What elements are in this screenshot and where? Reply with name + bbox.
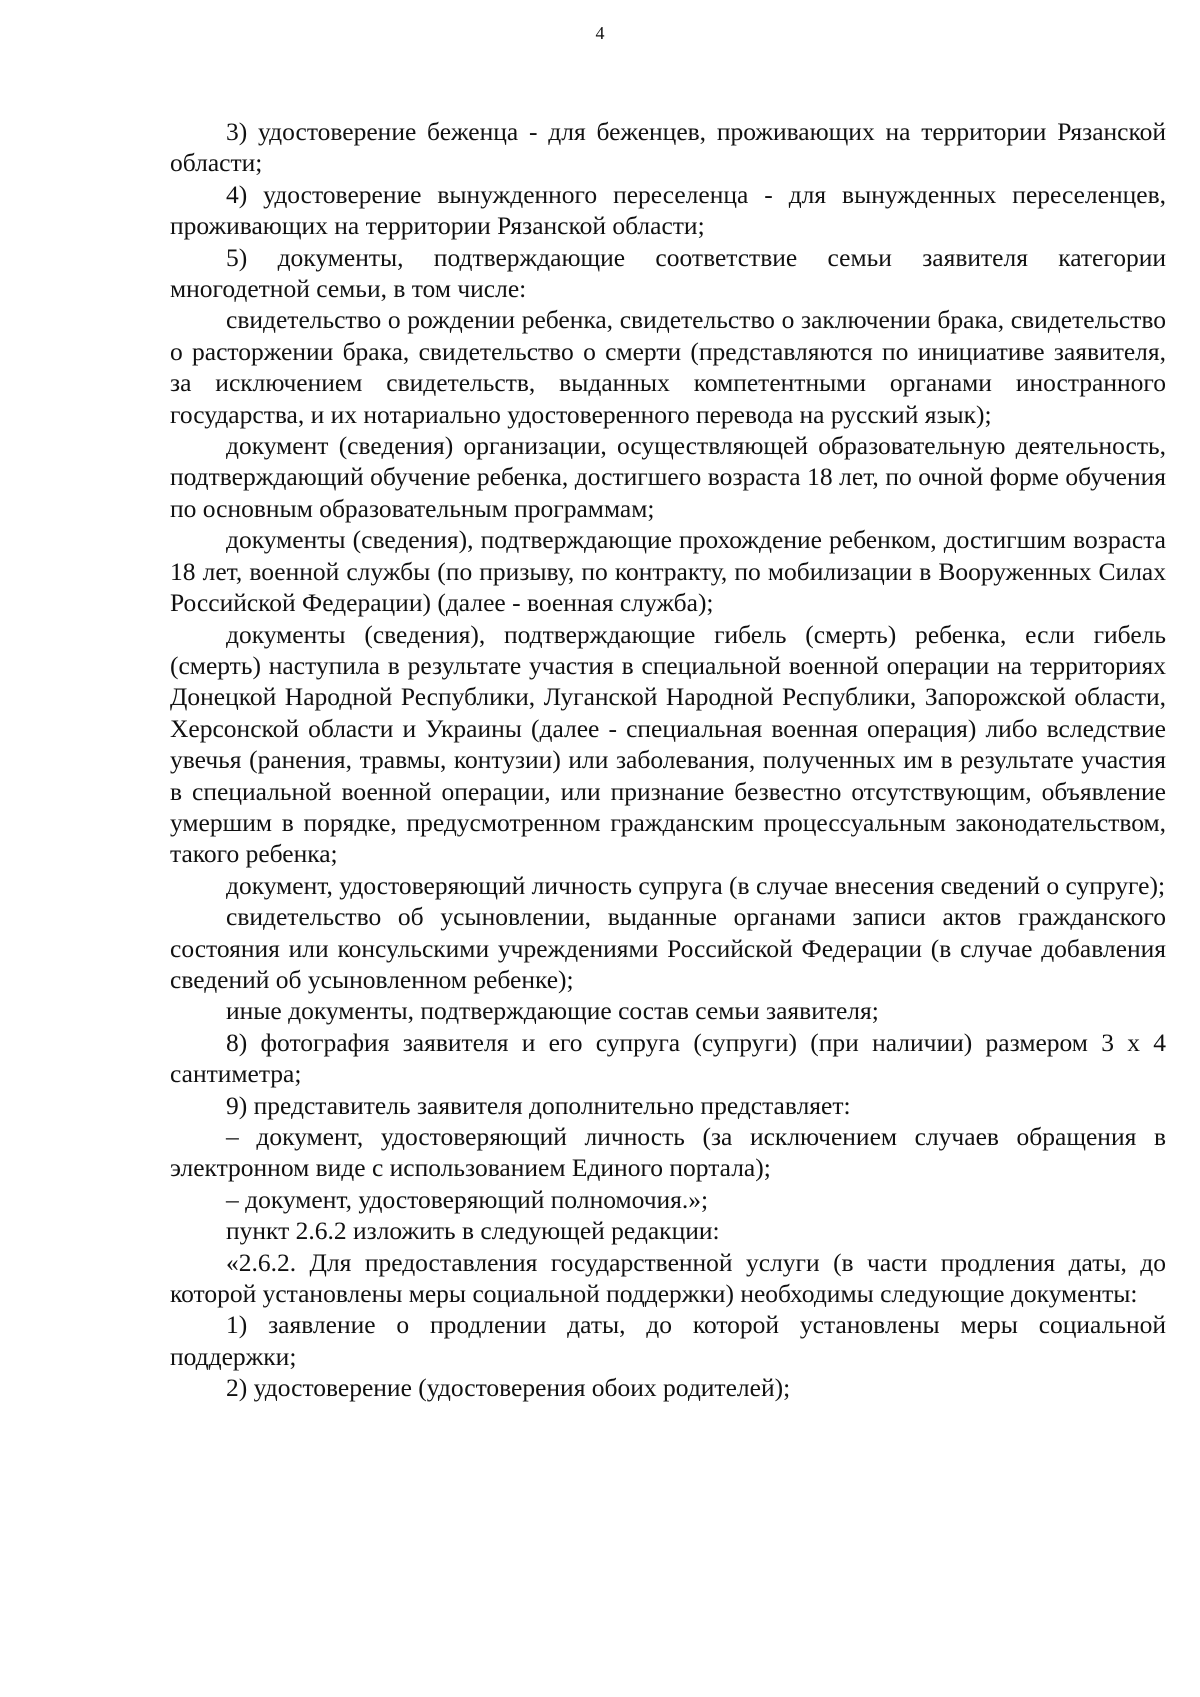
paragraph-civil-certificates: свидетельство о рождении ребенка, свидетельство о заключении брака, свидетельство о расторжении брака, свидетельство о смерти (представляются по инициативе заявителя, за исключением свидетельств, выданных компетентными органами иностранного государства, и их нотариально удостоверенного перевода на русский язык); bbox=[170, 305, 1166, 429]
paragraph-large-family-documents: 5) документы, подтверждающие соответствие семьи заявителя категории многодетной семьи, в том числе: bbox=[170, 242, 1166, 304]
paragraph-clause-2-6-2: «2.6.2. Для предоставления государственной услуги (в части продления даты, до которой установлены меры социальной поддержки) необходимы следующие документы: bbox=[170, 1247, 1166, 1309]
paragraph-representative-id: – документ, удостоверяющий личность (за исключением случаев обращения в электронном виде с использованием Единого портала); bbox=[170, 1122, 1166, 1183]
paragraph-education-document: документ (сведения) организации, осуществляющей образовательную деятельность, подтверждающий обучение ребенка, достигшего возраста 18 лет, по очной форме обучения по основным образовательным программам; bbox=[170, 431, 1166, 523]
paragraph-representative: 9) представитель заявителя дополнительно представляет: bbox=[226, 1090, 851, 1120]
page-number: 4 bbox=[595, 23, 605, 43]
paragraph-photo: 8) фотография заявителя и его супруга (супруги) (при наличии) размером 3 x 4 сантиметра; bbox=[170, 1027, 1166, 1089]
document-body bbox=[170, 116, 1166, 1404]
paragraph-refugee-certificate: 3) удостоверение беженца - для беженцев, проживающих на территории Рязанской области; bbox=[170, 117, 1166, 178]
paragraph-representative-authority: – документ, удостоверяющий полномочия.»; bbox=[226, 1184, 709, 1214]
paragraph-extension-application: 1) заявление о продлении даты, до которой установлены меры социальной поддержки; bbox=[170, 1310, 1166, 1371]
paragraph-military-service-documents: документы (сведения), подтверждающие прохождение ребенком, достигшим возраста 18 лет, военной службы (по призыву, по контракту, по мобилизации в Вооруженных Силах Российской Федерации) (далее - военная служба); bbox=[170, 525, 1166, 618]
paragraph-clause-2-6-2-intro: пункт 2.6.2 изложить в следующей редакции: bbox=[226, 1216, 720, 1246]
paragraph-other-documents: иные документы, подтверждающие состав семьи заявителя; bbox=[226, 996, 879, 1026]
paragraph-spouse-id: документ, удостоверяющий личность супруга (в случае внесения сведений о супруге); bbox=[226, 870, 1166, 900]
paragraph-certificate-parents: 2) удостоверение (удостоверения обоих родителей); bbox=[226, 1373, 791, 1403]
paragraph-death-documents: документы (сведения), подтверждающие гибель (смерть) ребенка, если гибель (смерть) наступила в результате участия в специальной военной операции на территориях Донецкой Народной Республики, Луганской Народной Республики, Запорожской области, Херсонской области и Украины (далее - специальная военная операция) либо вследствие увечья (ранения, травмы, контузии) или заболевания, полученных им в результате участия в специальной военной операции, или признание безвестно отсутствующим, объявление умершим в порядке, предусмотренном гражданским процессуальным законодательством, такого ребенка; bbox=[170, 619, 1166, 869]
paragraph-adoption-certificate: свидетельство об усыновлении, выданные органами записи актов гражданского состояния или консульскими учреждениями Российской Федерации (в случае добавления сведений об усыновленном ребенке); bbox=[170, 902, 1166, 994]
paragraph-displaced-person-certificate: 4) удостоверение вынужденного переселенца - для вынужденных переселенцев, проживающих на территории Рязанской области; bbox=[170, 179, 1166, 241]
